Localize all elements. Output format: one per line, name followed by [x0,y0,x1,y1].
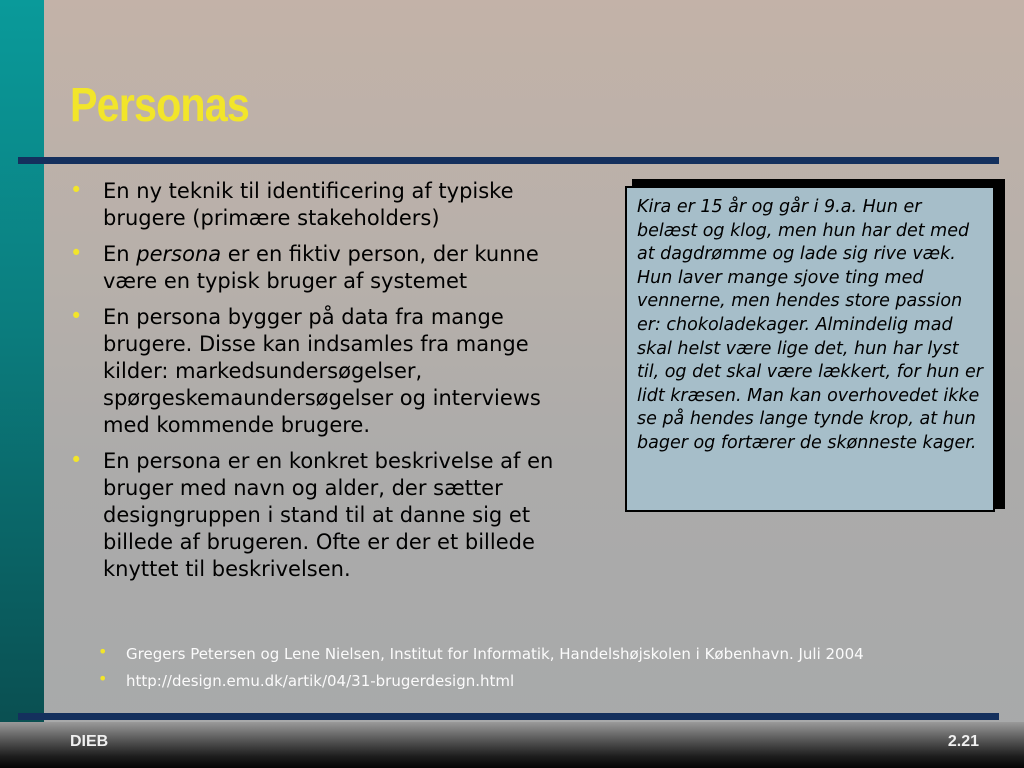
bullet-item [70,448,585,583]
slide-title: Personas [70,79,249,132]
bullet-text: En persona bygger på data fra mange brugere. Disse kan indsamles fra mange kilder: markedsundersøgelser, spørgeskemaundersøgelser og interviews med kommende brugere. [103,305,541,437]
bullet-text: En persona er en konkret beskrivelse af en bruger med navn og alder, der sætter designgruppen i stand til at danne sig et billede af brugeren. Ofte er der et billede knyttet til beskrivelsen. [103,449,554,581]
bullet-dot-icon: • [98,669,108,688]
bullet-item [70,304,585,439]
bullet-text: En ny teknik til identificering af typiske brugere (primære stakeholders) [103,179,514,230]
reference-list [98,643,864,697]
reference-text: Gregers Petersen og Lene Nielsen, Institut for Informatik, Handelshøjskolen i København. Juli 2004 [126,645,864,663]
left-accent-band [0,0,44,768]
footer-divider [18,713,999,720]
persona-quote-box [625,186,995,512]
persona-quote-text: Kira er 15 år og går i 9.a. Hun er belæst og klog, men hun har det med at dagdrømme og lade sig rive væk. Hun laver mange sjove ting med vennerne, men hendes store passion er: chokoladekager. Almindelig mad skal helst være lige det, hun har lyst til, og det skal være lækkert, for hun er lidt kræsen. Man kan overhovedet ikke se på hendes lange tynde krop, at hun bager og fortærer de skønneste kager. [637,197,984,453]
bullet-list [70,178,585,592]
bullet-item [70,178,585,232]
bullet-dot-icon: • [70,241,83,265]
footer-page-number: 2.21 [947,733,979,750]
bullet-emphasis: persona [136,242,222,266]
reference-item [98,643,864,670]
reference-item [98,670,864,697]
bullet-text-before: En [103,242,137,266]
bullet-text-after: er en fiktiv person, der kunne være en typisk bruger af systemet [103,242,539,293]
footer-course-label: DIEB [70,733,109,750]
title-divider [18,157,999,164]
bullet-dot-icon: • [98,642,108,661]
reference-link: http://design.emu.dk/artik/04/31-brugerdesign.html [126,672,515,690]
bullet-dot-icon: • [70,304,83,328]
footer-bar [0,722,1024,768]
bullet-item [70,241,585,295]
bullet-dot-icon: • [70,178,83,202]
bullet-dot-icon: • [70,448,83,472]
